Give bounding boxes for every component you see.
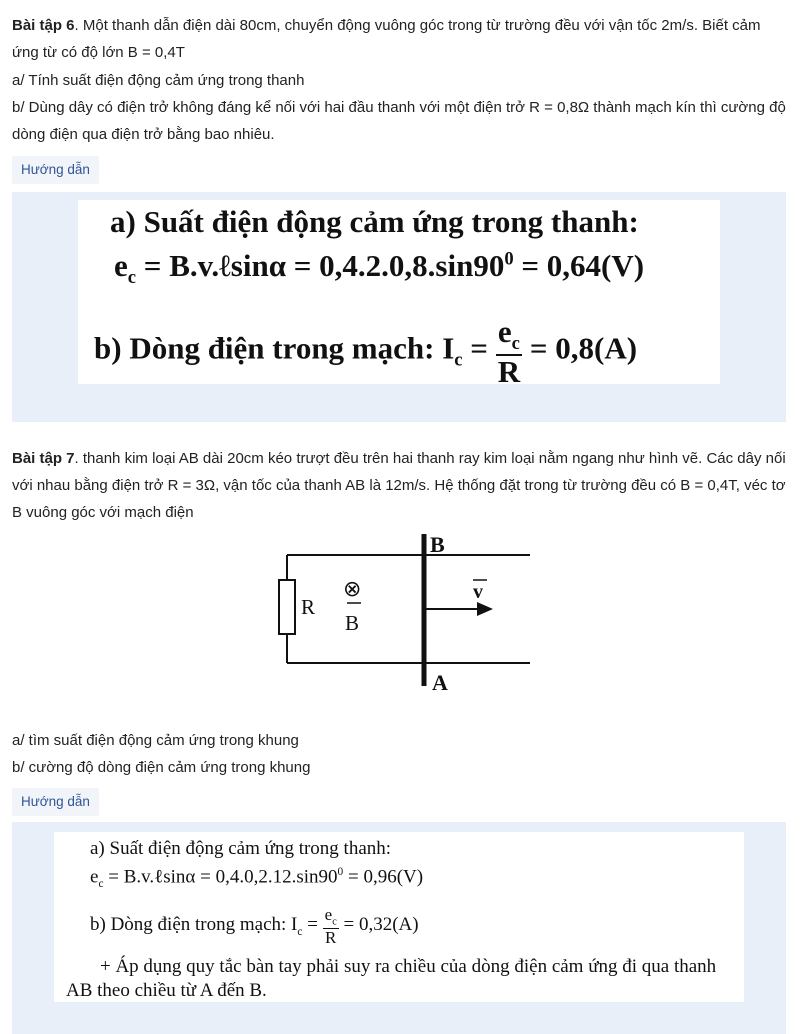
ex6-statement: [12, 12, 788, 66]
ex6-text: . Một thanh dẫn điện dài 80cm, chuyển động vuông góc trong từ trường đều với vận tốc 2m/s. Biết cảm ứng từ có độ lớn B = 0,4T: [12, 17, 761, 61]
ex6-sol-a-equation: $e_c$ = B.v.ℓsinα = $0,4.2.0,8.\sin 90^0 = 0,64(V)$: [114, 248, 645, 289]
resistor-label: R: [301, 595, 316, 619]
circuit-svg: [265, 530, 535, 695]
ex6-solution-panel: [12, 192, 786, 422]
ex7-sol-b-equation: b) Dòng điện trong mạch: $I_c$ = $\frac{e_c}{R}$ = 0,32(A): [90, 905, 419, 947]
ex6-fraction: $\frac{e_c}{R}$: [497, 314, 521, 389]
ex6-question-a: a/ Tính suất điện động cảm ứng trong thanh: [12, 72, 305, 89]
ex7-statement: [12, 445, 788, 526]
ex7-sol-c-line1: + Áp dụng quy tắc bàn tay phải suy ra chiều của dòng điện cảm ứng đi qua thanh: [100, 956, 717, 977]
ex7-title: Bài tập 7: [12, 450, 75, 467]
ex6-sol-a-title: a) Suất điện động cảm ứng trong thanh:: [110, 204, 639, 239]
ex6-sol-b-equation: b) Dòng điện trong mạch: $I_c$ = $\frac{e_c}{R}$ = 0,8(A): [94, 314, 638, 389]
rod-label-a: A: [432, 670, 448, 695]
ex6-guide-button[interactable]: Hướng dẫn: [12, 156, 99, 184]
ex7-fraction: $\frac{e_c}{R}$: [324, 905, 337, 947]
ex7-guide-button[interactable]: Hướng dẫn: [12, 788, 99, 816]
velocity-arrow-head-icon: [477, 602, 493, 616]
ex7-solution-image: [54, 832, 744, 1002]
rod-label-b: B: [430, 532, 445, 557]
ex6-question-b: b/ Dùng dây có điện trở không đáng kể nối với hai đầu thanh với một điện trở R = 0,8Ω thành mạch kín thì cường độ dòng điện qua điện trở bằng bao nhiêu.: [12, 99, 786, 143]
field-into-page-icon: ⊗: [343, 577, 362, 602]
resistor: [279, 580, 295, 634]
ex7-sol-c-line2: AB theo chiều từ A đến B.: [66, 980, 267, 1001]
ex7-question-b: b/ cường độ dòng điện cảm ứng trong khung: [12, 759, 311, 776]
ex7-question-a: a/ tìm suất điện động cảm ứng trong khung: [12, 732, 299, 749]
ex6-title: Bài tập 6: [12, 17, 75, 34]
ex7-solution-panel: [12, 822, 786, 1034]
ex7-circuit-diagram: [265, 530, 535, 699]
ex7-text: . thanh kim loại AB dài 20cm kéo trượt đều trên hai thanh ray kim loại nằm ngang như hình vẽ. Các dây nối với nhau bằng điện trở R = 3Ω, vận tốc của thanh AB là 12m/s. Hệ thống đặt trong từ trường đều có B = 0,4T, véc tơ B vuông góc với mạch điện: [12, 450, 786, 521]
ex7-sol-a-title: a) Suất điện động cảm ứng trong thanh:: [90, 838, 392, 859]
velocity-label: v: [473, 581, 483, 603]
ex7-sol-a-equation: $e_c$ = B.v.ℓsinα = $0,4.0,2.12.\sin 90^0 = 0,96(V)$: [90, 866, 424, 891]
ex6-solution-image: [78, 200, 720, 389]
field-label-b: B: [345, 611, 360, 635]
